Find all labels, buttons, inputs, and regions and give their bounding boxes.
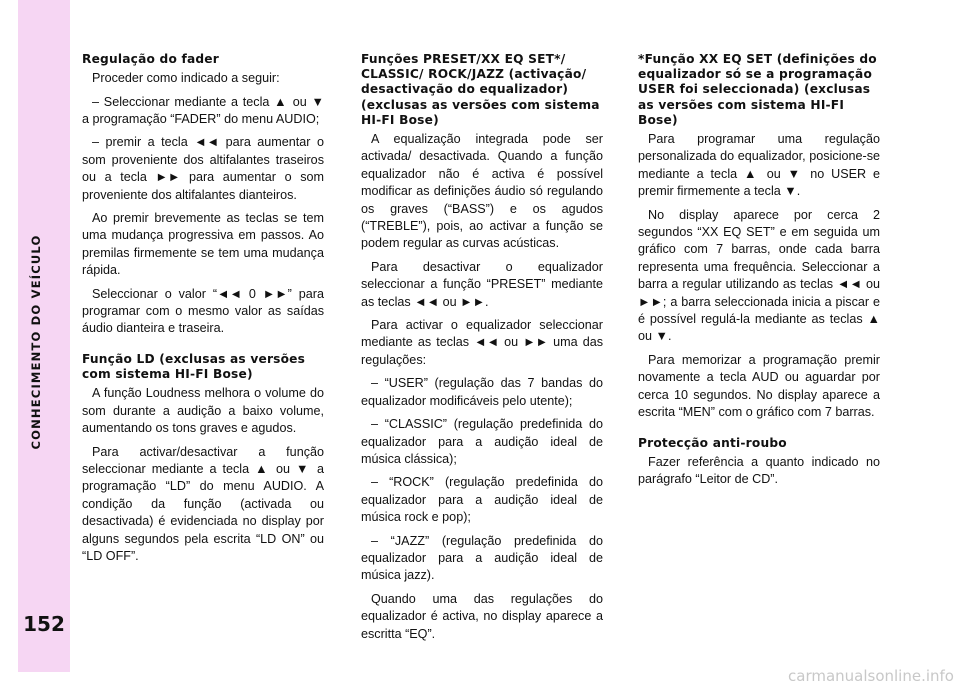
paragraph: Ao premir brevemente as teclas se tem uma mudança progressiva em passos. Ao premilas firmemente se tem uma mudança rápida. (82, 211, 324, 278)
paragraph: Para desactivar o equalizador seleccionar a função “PRESET” mediante as teclas ◄◄ ou ►►. (361, 259, 603, 309)
sidebar-band (18, 0, 70, 672)
watermark: carmanualsonline.info (788, 667, 954, 685)
paragraph: Para activar o equalizador seleccionar mediante as teclas ◄◄ ou ►► uma das regulações: (361, 318, 603, 367)
page-number: 152 (23, 612, 65, 636)
paragraph: No display aparece por cerca 2 segundos “XX EQ SET” e em seguida um gráfico com 7 barras, onde cada barra representa uma frequência. Seleccionar a barra a regular utilizando as teclas ◄◄ ou ►►; a barra seleccionada inicia a piscar e é possível regulá-la mediante as teclas ▲ ou ▼. (638, 207, 880, 344)
list-item: – “ROCK” (regulação predefinida do equalizador para a audição ideal de música rock e pop); (361, 475, 603, 525)
paragraph: Seleccionar o valor “◄◄ 0 ►►” para programar com o mesmo valor as saídas áudio dianteira e traseira. (82, 286, 324, 336)
column-right (638, 52, 880, 495)
paragraph: Para programar uma regulação personalizada do equalizador, posicione-se mediante a tecla ▲ ou ▼ no USER e premir firmemente a tecla ▼. (638, 132, 880, 199)
column-middle (361, 52, 603, 649)
paragraph: – Seleccionar mediante a tecla ▲ ou ▼ a programação “FADER” do menu AUDIO; (82, 94, 324, 127)
heading-eq-set: *Função XX EQ SET (definições do equalizador só se a programação USER foi seleccionada) (exclusas as versões com sistema HI-FI Bose) (638, 52, 877, 127)
heading-preset: Funções PRESET/XX EQ SET*/ CLASSIC/ ROCK/JAZZ (activação/ desactivação do equalizador) (exclusas as versões com sistema HI-FI Bose) (361, 52, 600, 127)
section-title: CONHECIMENTO DO VEÍCULO (29, 234, 43, 450)
column-left (82, 52, 324, 571)
heading-ld: Função LD (exclusas as versões com sistema HI-FI Bose) (82, 351, 306, 382)
paragraph: – premir a tecla ◄◄ para aumentar o som proveniente dos altifalantes traseiros ou a tecla ►► para aumentar o som proveniente dos altifalantes dianteiros. (82, 135, 324, 202)
heading-fader: Regulação do fader (82, 52, 219, 66)
paragraph: A equalização integrada pode ser activada/ desactivada. Quando a função equalizador não é activa é possível modificar as definições áudio só regulando os graves (“BASS”) e os agudos (“TREBLE”), pois, ao activar a função se podem regular as curvas acústicas. (361, 132, 603, 251)
paragraph: Para activar/desactivar a função seleccionar mediante a tecla ▲ ou ▼ a programação “LD” do menu AUDIO. A condição da função (activada ou desactivada) é evidenciada no display por alguns segundos pela escrita “LD ON” ou “LD OFF”. (82, 444, 324, 563)
heading-anti-theft: Protecção anti-roubo (638, 435, 787, 450)
list-item: – “USER” (regulação das 7 bandas do equalizador modificáveis pelo utente); (361, 376, 603, 408)
paragraph: Quando uma das regulações do equalizador é activa, no display aparece a escritta “EQ”. (361, 591, 603, 641)
list-item: – “JAZZ” (regulação predefinida do equalizador para a audição ideal de música jazz). (361, 533, 603, 583)
paragraph: Fazer referência a quanto indicado no parágrafo “Leitor de CD”. (638, 454, 880, 487)
paragraph: Para memorizar a programação premir novamente a tecla AUD ou aguardar por cerca 10 segundos. No display aparece a escrita “MEN” com o gráfico com 7 barras. (638, 352, 880, 420)
list-item: – “CLASSIC” (regulação predefinida do equalizador para a audição ideal de música clássica); (361, 417, 603, 466)
paragraph: A função Loudness melhora o volume do som durante a audição a baixo volume, aumentando os tons graves e agudos. (82, 386, 324, 436)
paragraph: Proceder como indicado a seguir: (92, 71, 280, 86)
